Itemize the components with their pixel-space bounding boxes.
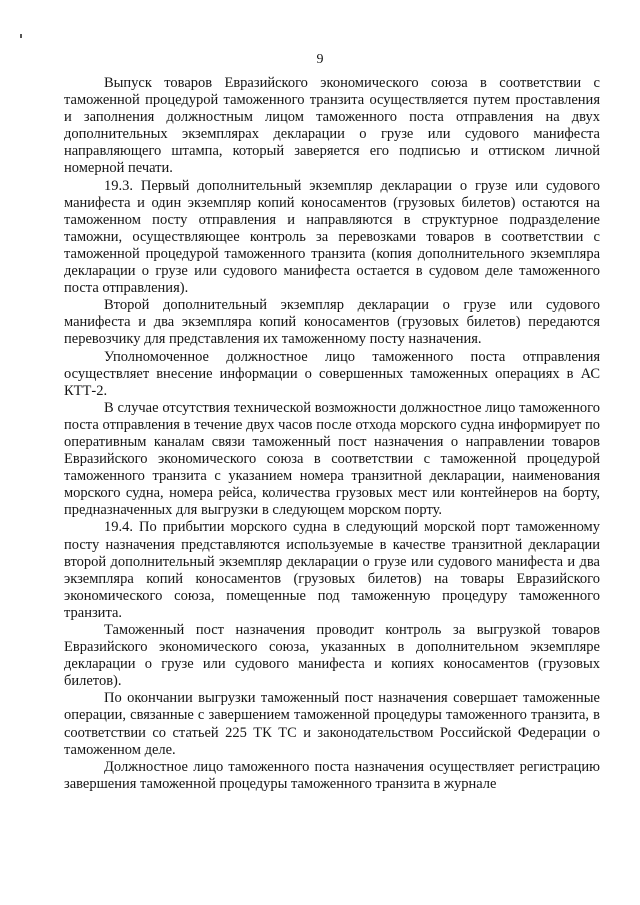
scan-speck [20,34,22,38]
paragraph-no-technical-capability: В случае отсутствия технической возможности должностное лицо таможенного поста отправления в течение двух часов после отхода морского судна информирует по оперативным каналам связи таможенный пост назначения о направлении товаров Евразийского экономического союза в соответствии с таможенной процедурой таможенного транзита с указанием номера транзитной декларации, наименования морского судна, номера рейса, количества грузовых мест или контейнеров на борту, предназначенных для выгрузки в следующем морском порту. [64,399,600,519]
paragraph-as-ktt-2: Уполномоченное должностное лицо таможенного поста отправления осуществляет внесение информации о совершенных таможенных операциях в АС КТТ-2. [64,348,600,399]
paragraph-registration: Должностное лицо таможенного поста назначения осуществляет регистрацию завершения таможенной процедуры таможенного транзита в журнале [64,758,600,792]
paragraph-release-of-goods: Выпуск товаров Евразийского экономического союза в соответствии с таможенной процедурой таможенного транзита осуществляется путем проставления и заполнения должностным лицом таможенного поста отправления на двух дополнительных экземплярах декларации о грузе или судового манифеста направляющего штампа, который заверяется его подписью и оттиском личной номерной печати. [64,75,600,177]
paragraph-customs-operations: По окончании выгрузки таможенный пост назначения совершает таможенные операции, связанные с завершением таможенной процедуры таможенного транзита, в соответствии со статьей 225 ТК ТС и законодательством Российской Федерации о таможенном деле. [64,690,600,758]
paragraph-19-3: 19.3. Первый дополнительный экземпляр декларации о грузе или судового манифеста и один экземпляр копий коносаментов (грузовых билетов) остаются на таможенном посту отправления и направляются в структурное подразделение таможни, осуществляющее контроль за перевозками товаров в соответствии с таможенной процедурой таможенного транзита (копия дополнительного экземпляра декларации о грузе или судового манифеста остается в судовом деле таможенного поста отправления). [64,177,600,297]
page-number: 9 [316,52,324,67]
document-body [64,75,600,793]
paragraph-19-4: 19.4. По прибытии морского судна в следующий морской порт таможенному посту назначения представляются используемые в качестве транзитной декларации второй дополнительный экземпляр декларации о грузе или судового манифеста и два экземпляра копий коносаментов (грузовых билетов) на товары Евразийского экономического союза, помещенные под таможенную процедуру таможенного транзита. [64,519,600,621]
paragraph-second-copy: Второй дополнительный экземпляр декларации о грузе или судового манифеста и два экземпляра копий коносаментов (грузовых билетов) передаются перевозчику для представления их таможенному посту назначения. [64,297,600,348]
paragraph-unloading-control: Таможенный пост назначения проводит контроль за выгрузкой товаров Евразийского экономического союза, указанных в дополнительном экземпляре декларации о грузе или судового манифеста и копиях коносаментов (грузовых билетов). [64,622,600,690]
